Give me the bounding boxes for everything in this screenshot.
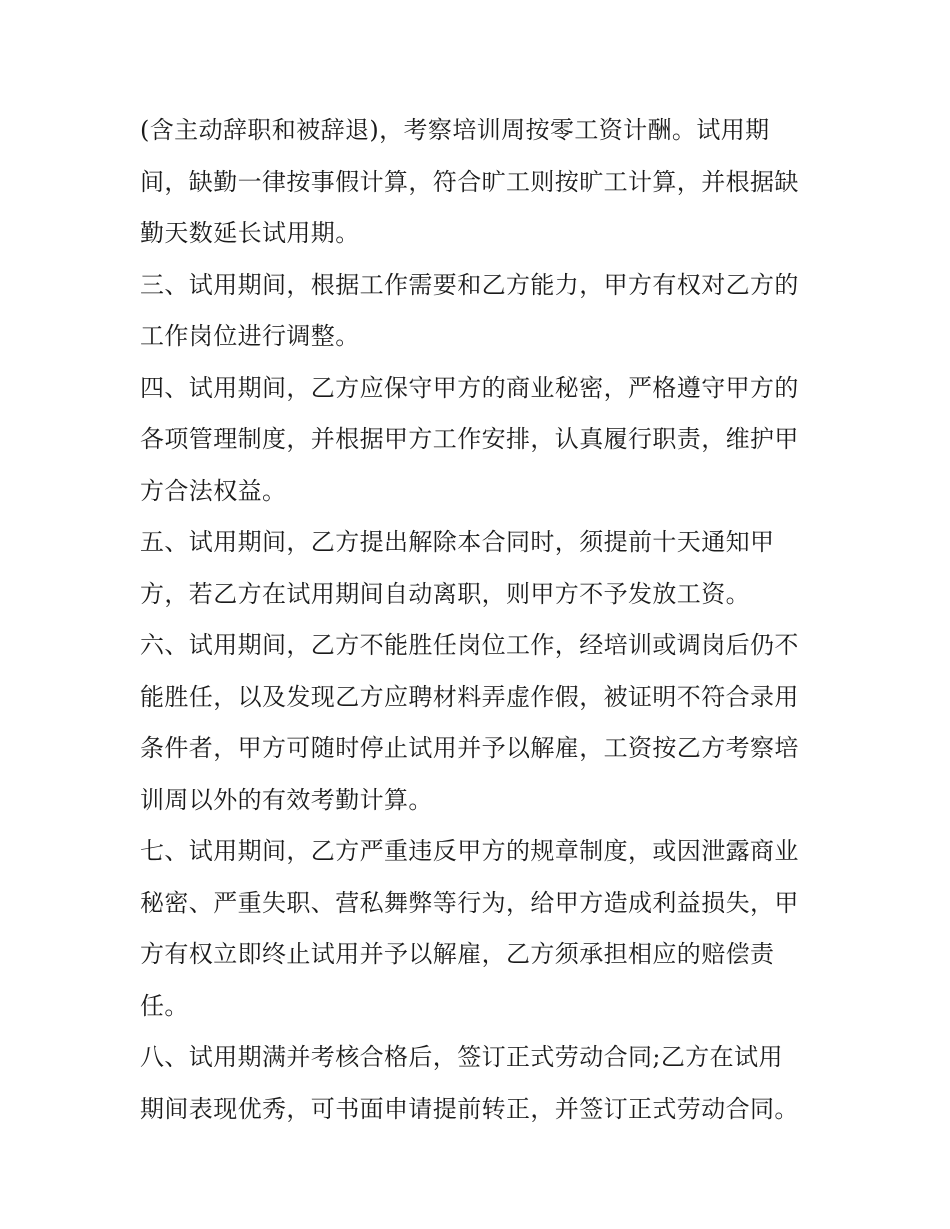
text-line-6: 四、试用期间，乙方应保守甲方的商业秘密，严格遵守甲方的 [140, 373, 799, 402]
text-line-17: 方有权立即终止试用并予以解雇，乙方须承担相应的赔偿责 [140, 940, 775, 968]
text-line-13: 条件者，甲方可随时停止试用并予以解雇，工资按乙方考察培 [140, 734, 799, 762]
document-body [140, 105, 830, 1135]
text-line-2: 间，缺勤一律按事假计算，符合旷工则按旷工计算，并根据缺 [140, 167, 799, 196]
text-line-9: 五、试用期间，乙方提出解除本合同时，须提前十天通知甲 [140, 528, 775, 556]
text-line-19: 八、试用期满并考核合格后，签订正式劳动合同;乙方在试用 [140, 1043, 783, 1071]
text-line-12: 能胜任，以及发现乙方应聘材料弄虚作假，被证明不符合录用 [140, 682, 799, 711]
text-line-7: 各项管理制度，并根据甲方工作安排，认真履行职责，维护甲 [140, 425, 799, 453]
text-line-1: (含主动辞职和被辞退)，考察培训周按零工资计酬。试用期 [140, 116, 770, 144]
text-line-18: 任。 [140, 991, 189, 1020]
text-line-15: 七、试用期间，乙方严重违反甲方的规章制度，或因泄露商业 [140, 837, 799, 865]
text-line-4: 三、试用期间，根据工作需要和乙方能力，甲方有权对乙方的 [140, 270, 799, 299]
text-line-5: 工作岗位进行调整。 [140, 322, 360, 350]
text-line-10: 方，若乙方在试用期间自动离职，则甲方不予发放工资。 [140, 579, 750, 608]
text-line-20: 期间表现优秀，可书面申请提前转正，并签订正式劳动合同。 [140, 1094, 799, 1123]
text-line-16: 秘密、严重失职、营私舞弊等行为，给甲方造成利益损失，甲 [140, 888, 799, 917]
text-line-11: 六、试用期间，乙方不能胜任岗位工作，经培训或调岗后仍不 [140, 631, 799, 659]
text-line-8: 方合法权益。 [140, 476, 287, 505]
text-line-14: 训周以外的有效考勤计算。 [140, 785, 433, 814]
text-line-3: 勤天数延长试用期。 [140, 219, 360, 247]
